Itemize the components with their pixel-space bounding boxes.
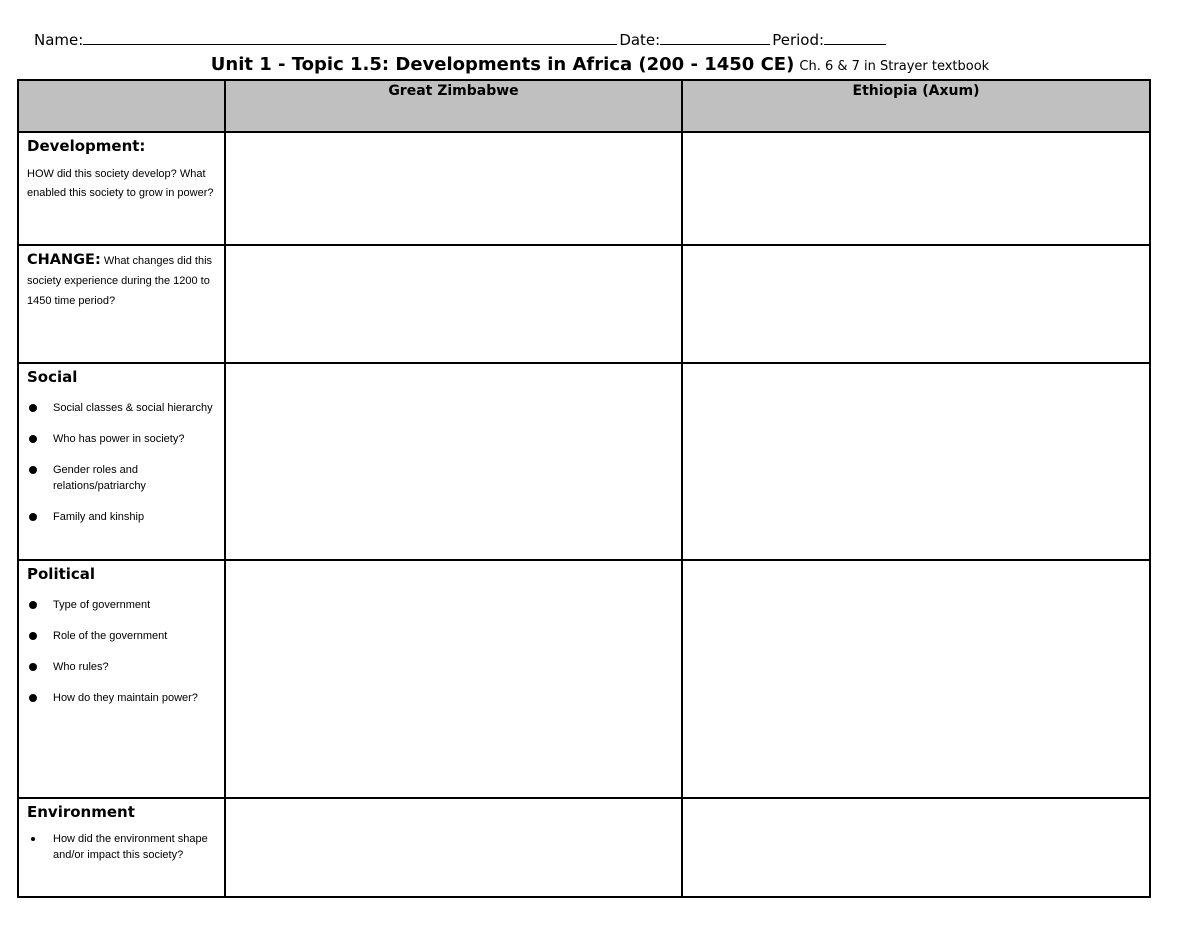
corner-header-cell — [18, 80, 225, 132]
row-development — [18, 132, 1150, 245]
header-row — [18, 80, 1150, 132]
change-description: What changes did this society experience during the 1200 to 1450 time period? — [27, 255, 213, 307]
political-bullet: How do they maintain power? — [27, 690, 217, 706]
bullet-icon — [29, 632, 37, 640]
bullet-icon — [29, 435, 37, 443]
row-social — [18, 363, 1150, 560]
row-label-political — [18, 560, 225, 798]
cell-change-great-zimbabwe[interactable] — [225, 245, 682, 363]
cell-development-great-zimbabwe[interactable] — [225, 132, 682, 245]
bullet-icon — [29, 466, 37, 474]
row-environment — [18, 798, 1150, 897]
bullet-icon — [29, 404, 37, 412]
social-bullet: Social classes & social hierarchy — [27, 400, 217, 416]
cell-environment-ethiopia-axum[interactable] — [682, 798, 1150, 897]
change-title: CHANGE: — [27, 252, 101, 268]
column-header-great-zimbabwe: Great Zimbabwe — [225, 80, 682, 132]
row-change — [18, 245, 1150, 363]
social-bullet: Gender roles and relations/patriarchy — [27, 462, 217, 494]
social-title: Social — [27, 368, 78, 386]
political-bullet: Who rules? — [27, 659, 217, 675]
row-political — [18, 560, 1150, 798]
date-blank[interactable] — [660, 30, 770, 45]
row-label-development — [18, 132, 225, 245]
title-main: Unit 1 - Topic 1.5: Developments in Africa (200 - 1450 CE) — [210, 54, 795, 75]
title-subtitle: Ch. 6 & 7 in Strayer textbook — [799, 59, 990, 74]
name-blank[interactable] — [83, 30, 617, 45]
cell-development-ethiopia-axum[interactable] — [682, 132, 1150, 245]
worksheet-title — [0, 54, 1200, 75]
bullet-icon — [31, 837, 35, 841]
cell-environment-great-zimbabwe[interactable] — [225, 798, 682, 897]
cell-social-ethiopia-axum[interactable] — [682, 363, 1150, 560]
cell-change-ethiopia-axum[interactable] — [682, 245, 1150, 363]
comparison-table — [17, 79, 1151, 898]
political-title: Political — [27, 565, 96, 583]
name-label: Name: — [34, 31, 84, 49]
row-label-social — [18, 363, 225, 560]
development-description: HOW did this society develop? What enabled this society to grow in power? — [27, 168, 214, 199]
period-blank[interactable] — [824, 30, 886, 45]
bullet-icon — [29, 601, 37, 609]
development-title: Development: — [27, 137, 146, 155]
environment-title: Environment — [27, 803, 135, 821]
cell-political-great-zimbabwe[interactable] — [225, 560, 682, 798]
political-bullet: Type of government — [27, 597, 217, 613]
column-header-ethiopia-axum: Ethiopia (Axum) — [682, 80, 1150, 132]
date-label: Date: — [619, 31, 661, 49]
row-label-environment — [18, 798, 225, 897]
period-label: Period: — [772, 31, 825, 49]
worksheet-header — [34, 30, 888, 49]
cell-social-great-zimbabwe[interactable] — [225, 363, 682, 560]
social-bullet: Who has power in society? — [27, 431, 217, 447]
bullet-icon — [29, 513, 37, 521]
political-bullet: Role of the government — [27, 628, 217, 644]
cell-political-ethiopia-axum[interactable] — [682, 560, 1150, 798]
bullet-icon — [29, 694, 37, 702]
environment-bullet: How did the environment shape and/or impact this society? — [27, 831, 217, 863]
row-label-change — [18, 245, 225, 363]
social-bullet: Family and kinship — [27, 509, 217, 525]
bullet-icon — [29, 663, 37, 671]
